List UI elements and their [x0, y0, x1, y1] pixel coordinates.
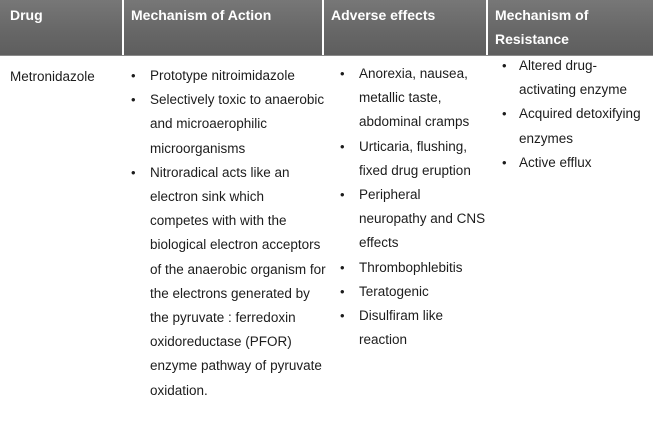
cell-drug [10, 65, 122, 89]
list-item: • Acquired detoxifying enzymes [502, 102, 652, 150]
cell-mechanism-of-action [131, 64, 326, 403]
table-header-row [0, 0, 653, 56]
bullet-icon: • [340, 66, 345, 81]
list-item: • Disulfiram like reaction [340, 304, 488, 352]
header-mechanism-of-resistance-line2: Resistance [495, 31, 569, 47]
bullet-icon: • [340, 308, 345, 324]
bullet-icon: • [502, 106, 507, 122]
bullet-icon: • [131, 164, 136, 180]
bullet-icon: • [502, 154, 507, 170]
list-item: • Nitroradical acts like an electron sink which competes with with the biological electron acceptors of the anaerobic organism for the electrons generated by the pyruvate : ferredoxin oxidoreductase (PFOR) enzyme pathway of pyruvate oxidation. [131, 161, 326, 403]
list-item: • Teratogenic [340, 280, 488, 304]
list-item: • Anorexia, nausea, metallic taste, abdominal cramps [340, 62, 488, 135]
header-mechanism-of-resistance [488, 0, 653, 55]
list-item: • Active efflux [502, 151, 652, 175]
list-item: • Urticaria, flushing, fixed drug eruption [340, 135, 488, 183]
header-mechanism-of-action-label: Mechanism of Action [131, 7, 272, 23]
list-item: • Peripheral neuropathy and CNS effects [340, 183, 488, 256]
list-item: • Thrombophlebitis [340, 256, 488, 280]
bullet-icon: • [131, 68, 136, 83]
list-item: • Selectively toxic to anaerobic and microaerophilic microorganisms [131, 88, 326, 161]
list-item: • Prototype nitroimidazole [131, 64, 326, 88]
bullet-icon: • [340, 187, 345, 203]
cell-mechanism-of-resistance [502, 54, 652, 175]
header-adverse-effects-label: Adverse effects [331, 7, 436, 23]
header-mechanism-of-action [124, 0, 322, 55]
bullet-icon: • [340, 259, 345, 275]
bullet-icon: • [340, 283, 345, 299]
mechanism-of-resistance-list [502, 54, 652, 175]
bullet-icon: • [502, 58, 507, 73]
bullet-icon: • [340, 138, 345, 154]
header-drug-label: Drug [10, 7, 43, 23]
mechanism-of-action-list [131, 64, 326, 403]
header-adverse-effects [324, 0, 486, 55]
drug-name: Metronidazole [10, 69, 95, 84]
header-mechanism-of-resistance-line1: Mechanism of [495, 7, 589, 23]
bullet-icon: • [131, 92, 136, 108]
cell-adverse-effects [340, 62, 488, 352]
header-drug [0, 0, 122, 55]
list-item: • Altered drug-activating enzyme [502, 54, 652, 102]
adverse-effects-list [340, 62, 488, 352]
